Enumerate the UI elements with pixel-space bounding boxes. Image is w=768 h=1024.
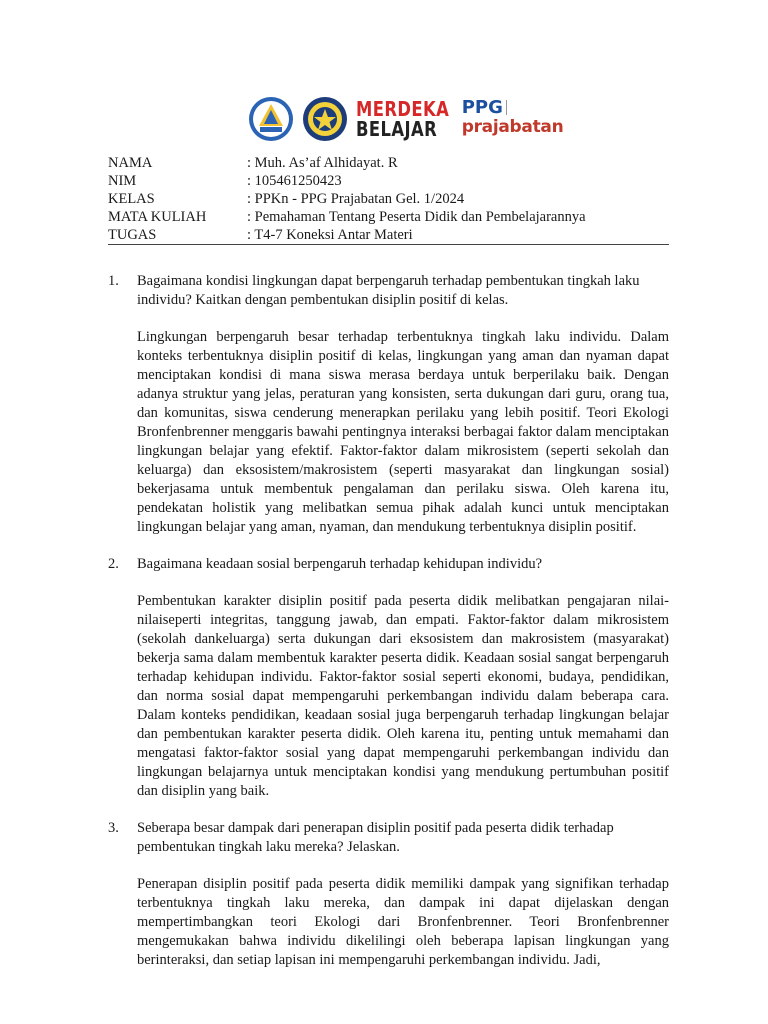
merdeka-belajar-logo [356, 99, 470, 139]
identity-label: NIM [108, 173, 137, 189]
identity-label: NAMA [108, 155, 153, 171]
header-logos [248, 95, 572, 143]
question-item-2 [108, 555, 669, 801]
question-text: Bagaimana keadaan sosial berpengaruh terhadap kehidupan individu? [137, 556, 543, 572]
question-number: 2. [108, 556, 119, 572]
identity-value: : Pemahaman Tentang Peserta Didik dan Pembelajarannya [247, 209, 586, 225]
answer-text: Pembentukan karakter disiplin positif pada peserta didik melibatkan pengajaran nilai-nilaiseperti integritas, tanggung jawab, dan empati. Faktor-faktor dalam mikrosistem (sekolah dankeluarga) serta dukungan dari eksosistem dan makrosistem (masyarakat) bekerja sama dalam membentuk karakter peserta didik. Keadaan sosial sangat berpengaruh terhadap kehidupan individu. Faktor-faktor sosial seperti ekonomi, budaya, pendidikan, dan norma sosial dapat mempengaruhi perkembangan individu dalam beberapa cara. Dalam konteks pendidikan, keadaan sosial juga berpengaruh terhadap lingkungan belajar dan pembentukan karakter peserta didik. Oleh karena itu, penting untuk memahami dan mengatasi faktor-faktor sosial yang dapat mempengaruhi perkembangan individu dan lingkungan belajarnya untuk menciptakan kondisi yang mendukung pertumbuhan positif dan disiplin yang baik. [137, 593, 669, 799]
identity-row-nim [108, 172, 668, 190]
answer-text: Lingkungan berpengaruh besar terhadap terbentuknya tingkah laku individu. Dalam konteks terbentuknya disiplin positif di kelas, lingkungan yang aman dan nyaman dapat menciptakan kondisi di mana siswa merasa berdaya untuk berperilaku baik. Dengan adanya struktur yang jelas, peraturan yang konsisten, serta dukungan dari guru, orang tua, dan komunitas, siswa cenderung menerapkan perilaku yang lebih positif. Teori Ekologi Bronfenbrenner menggaris bawahi pentingnya interaksi berbagai faktor dalam menciptakan lingkungan belajar yang efektif. Faktor-faktor dalam mikrosistem (seperti sekolah dan keluarga) dan eksosistem/makrosistem (seperti masyarakat dan lingkungan sosial) bekerjasama untuk membentuk pengalaman dan perilaku siswa. Oleh karena itu, pendekatan holistik yang melibatkan semua pihak adalah kunci untuk menciptakan lingkungan belajar yang aman, nyaman, dan mendukung terbentuknya disiplin positif. [137, 329, 669, 535]
question-list [108, 272, 669, 988]
header-divider [108, 244, 669, 245]
question-text: Bagaimana kondisi lingkungan dapat berpengaruh terhadap pembentukan tingkah laku individu? Kaitkan dengan pembentukan disiplin positif di kelas. [137, 273, 640, 308]
identity-label: TUGAS [108, 227, 157, 243]
identity-value: : Muh. As’af Alhidayat. R [247, 155, 398, 171]
identity-row-mata-kuliah [108, 208, 668, 226]
belajar-text: BELAJAR [356, 117, 438, 141]
question-text: Seberapa besar dampak dari penerapan disiplin positif pada peserta didik terhadap pembentukan tingkah laku mereka? Jelaskan. [137, 820, 614, 855]
ppg-prajabatan-logo [462, 97, 572, 141]
question-number: 3. [108, 820, 119, 836]
identity-row-nama [108, 154, 668, 172]
merdeka-text: MERDEKA [356, 97, 450, 121]
identity-label: MATA KULIAH [108, 209, 207, 225]
identity-label: KELAS [108, 191, 155, 207]
question-item-3 [108, 819, 669, 970]
identity-row-tugas [108, 226, 668, 244]
question-number: 1. [108, 273, 119, 289]
prajabatan-text: prajabatan [461, 117, 564, 137]
ppg-tagline-mark [506, 100, 540, 115]
identity-value: : 105461250423 [247, 173, 342, 189]
identity-block [108, 154, 668, 244]
identity-value: : PPKn - PPG Prajabatan Gel. 1/2024 [247, 191, 465, 207]
question-item-1 [108, 272, 669, 537]
ppg-text: PPG [461, 97, 503, 118]
answer-text: Penerapan disiplin positif pada peserta didik memiliki dampak yang signifikan terhadap terbentuknya tingkah laku mereka, dan dampak ini dapat dijelaskan dengan mempertimbangkan teori Ekologi dari Bronfenbrenner. Teori Bronfenbrenner mengemukakan bahwa individu dikelilingi oleh beberapa lapisan lingkungan yang berinteraksi, dan setiap lapisan ini mempengaruhi perkembangan individu. Jadi, [137, 876, 669, 968]
identity-value: : T4-7 Koneksi Antar Materi [247, 227, 413, 243]
identity-row-kelas [108, 190, 668, 208]
university-logo-icon [302, 96, 348, 142]
kemdikbud-logo-icon [248, 96, 294, 142]
